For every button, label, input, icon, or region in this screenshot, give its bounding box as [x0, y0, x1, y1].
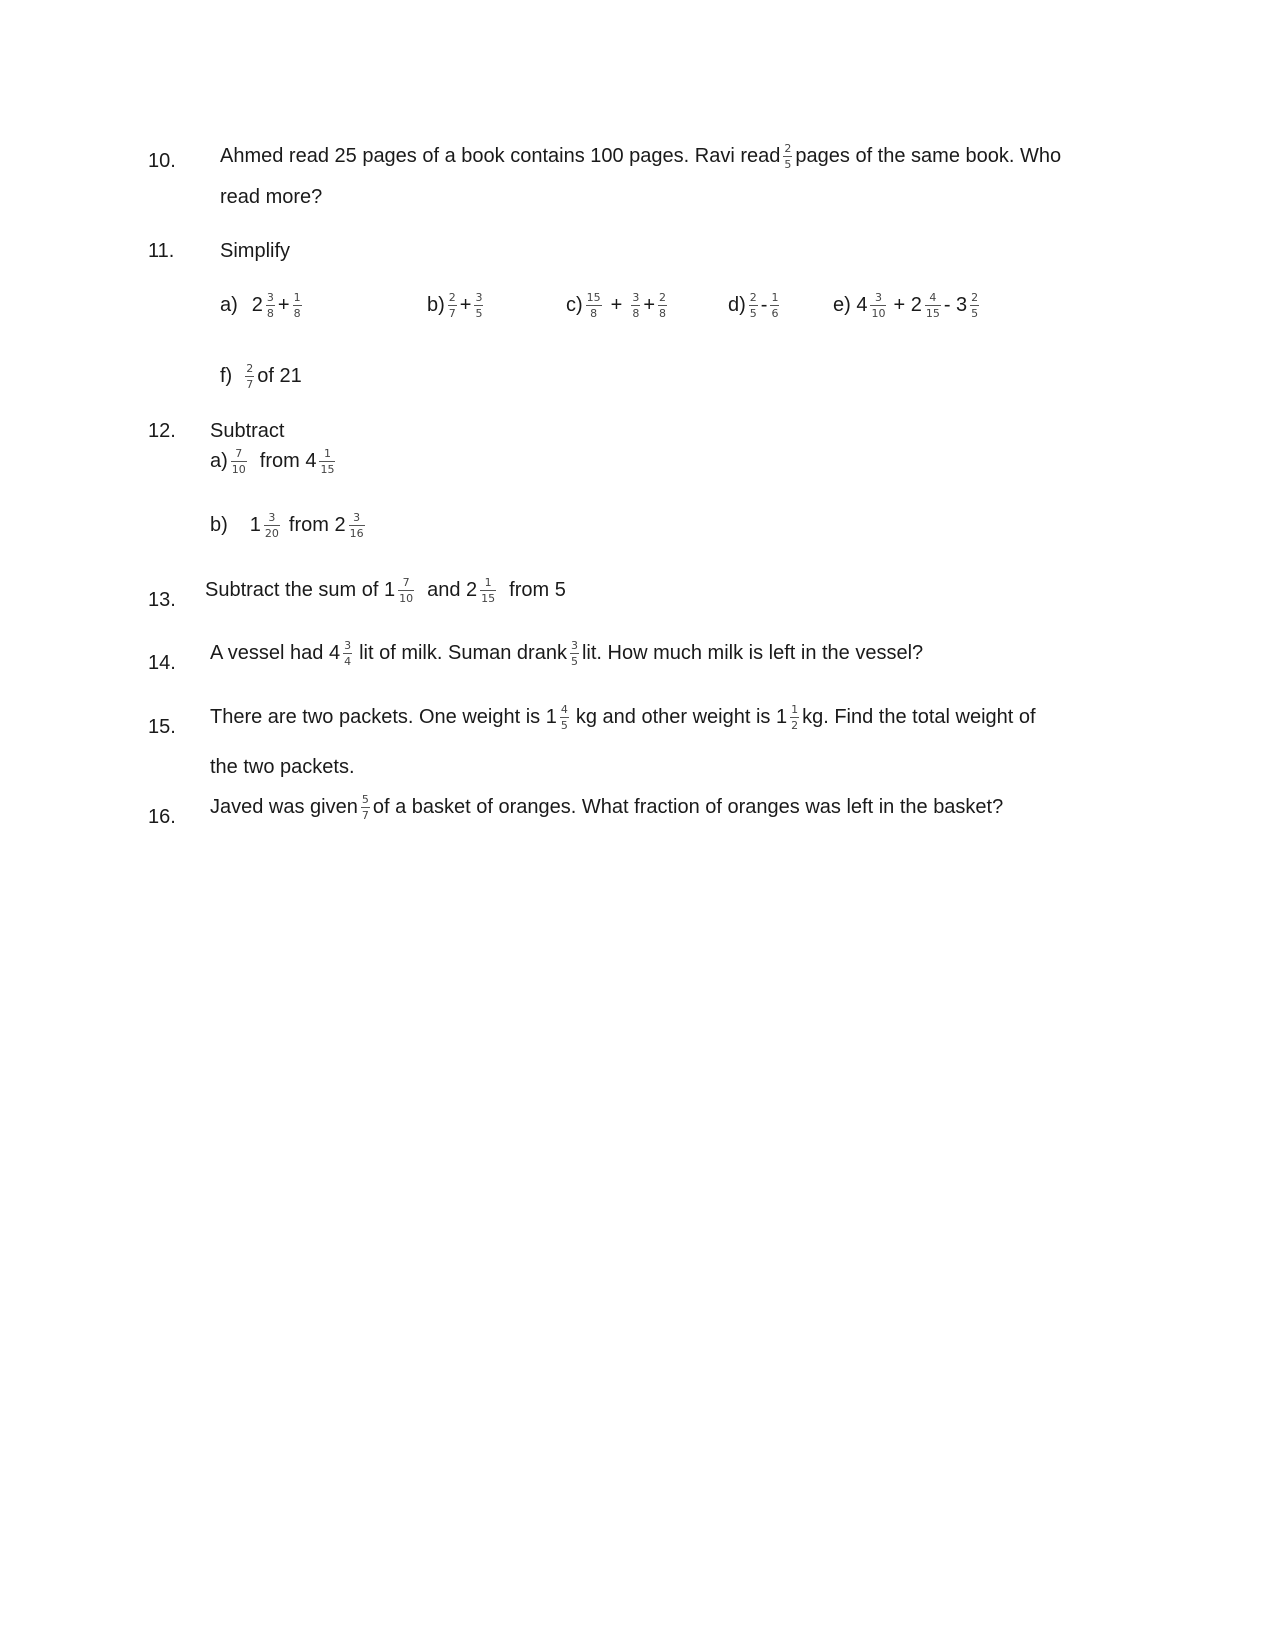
fraction	[770, 292, 779, 319]
fraction	[264, 512, 280, 539]
fraction	[586, 292, 602, 319]
part-e: e) 4 $\frac{3}{10}$ + 2 $\frac{4}{15}$ - 3 $\frac{2}{5}$	[833, 291, 979, 320]
question-number: 14.	[148, 652, 176, 674]
fraction	[361, 794, 370, 821]
fraction	[870, 292, 886, 319]
fraction	[448, 292, 457, 319]
fraction	[790, 704, 799, 731]
denominator: 10	[871, 307, 886, 320]
denominator: 8	[266, 307, 274, 320]
part-a: a) 2 $\frac{3}{8}$ + $\frac{1}{8}$	[220, 291, 301, 320]
denominator: 5	[971, 307, 979, 320]
fraction-bar	[586, 305, 602, 306]
denominator: 10	[231, 463, 246, 476]
denominator: 7	[361, 809, 369, 822]
fraction-bar	[570, 653, 579, 654]
part-f: f) $\frac{2}{7}$ of 21	[220, 362, 302, 391]
numerator: 1	[323, 447, 331, 460]
numerator: 2	[659, 291, 667, 304]
denominator: 15	[320, 463, 335, 476]
fraction	[783, 143, 792, 170]
numerator: 2	[448, 291, 456, 304]
numerator: 3	[266, 291, 274, 304]
question-number: 12.	[148, 420, 176, 442]
numerator: 4	[929, 291, 937, 304]
fraction	[560, 704, 569, 731]
question-text-line-2: read more?	[220, 186, 323, 208]
denominator: 15	[925, 307, 940, 320]
numerator: 2	[971, 291, 979, 304]
numerator: 2	[246, 362, 254, 375]
fraction-bar	[790, 717, 799, 718]
part-a: a) $\frac{7}{10}$ from 4 $\frac{1}{15}$	[210, 447, 335, 476]
denominator: 5	[784, 158, 792, 171]
fraction-bar	[870, 305, 886, 306]
question-title: Subtract	[210, 420, 285, 442]
fraction	[266, 292, 275, 319]
fraction-bar	[749, 305, 758, 306]
numerator: 7	[402, 576, 410, 589]
denominator: 15	[481, 592, 496, 605]
question-number: 16.	[148, 806, 176, 828]
numerator: 1	[484, 576, 492, 589]
fraction	[245, 363, 254, 390]
fraction-bar	[361, 807, 370, 808]
fraction	[231, 448, 247, 475]
fraction-bar	[266, 305, 275, 306]
part-b: b) $\frac{2}{7}$ + $\frac{3}{5}$	[427, 291, 483, 320]
denominator: 8	[590, 307, 598, 320]
fraction-bar	[319, 461, 335, 462]
question-text-line-1: There are two packets. One weight is 1 $\frac{4}{5}$ kg and other weight is 1 $\frac{1}{2}$ kg. Find the total weight of	[210, 703, 1036, 732]
part-b: b) 1 $\frac{3}{20}$ from 2 $\frac{3}{16}$	[210, 511, 364, 540]
fraction-bar	[631, 305, 640, 306]
fraction	[925, 292, 941, 319]
fraction-bar	[480, 590, 496, 591]
question-text: Javed was given $\frac{5}{7}$ of a basket of oranges. What fraction of oranges was left in the basket?	[210, 793, 1004, 822]
denominator: 7	[448, 307, 456, 320]
fraction-bar	[349, 525, 365, 526]
fraction-bar	[245, 376, 254, 377]
fraction	[398, 577, 414, 604]
denominator: 5	[475, 307, 483, 320]
fraction	[319, 448, 335, 475]
denominator: 5	[570, 655, 578, 668]
fraction	[631, 292, 640, 319]
numerator: 1	[791, 703, 799, 716]
fraction	[349, 512, 365, 539]
fraction	[480, 577, 496, 604]
fraction-bar	[448, 305, 457, 306]
numerator: 3	[353, 511, 361, 524]
fraction-bar	[925, 305, 941, 306]
fraction-bar	[970, 305, 979, 306]
numerator: 1	[771, 291, 779, 304]
denominator: 5	[560, 719, 568, 732]
numerator: 3	[874, 291, 882, 304]
fraction-bar	[398, 590, 414, 591]
fraction	[749, 292, 758, 319]
numerator: 5	[361, 793, 369, 806]
denominator: 16	[349, 527, 364, 540]
fraction-bar	[474, 305, 483, 306]
question-number: 10.	[148, 150, 176, 172]
fraction-bar	[293, 305, 302, 306]
denominator: 5	[749, 307, 757, 320]
denominator: 10	[399, 592, 414, 605]
denominator: 20	[264, 527, 279, 540]
fraction-bar	[770, 305, 779, 306]
numerator: 3	[570, 639, 578, 652]
question-number: 11.	[148, 240, 175, 262]
numerator: 2	[784, 142, 792, 155]
denominator: 7	[246, 378, 254, 391]
numerator: 2	[749, 291, 757, 304]
numerator: 4	[560, 703, 568, 716]
denominator: 4	[344, 655, 352, 668]
fraction	[570, 640, 579, 667]
denominator: 8	[632, 307, 640, 320]
fraction-bar	[783, 156, 792, 157]
denominator: 8	[293, 307, 301, 320]
numerator: 3	[475, 291, 483, 304]
question-text-line-2: the two packets.	[210, 756, 355, 778]
fraction	[658, 292, 667, 319]
numerator: 15	[586, 291, 601, 304]
numerator: 3	[344, 639, 352, 652]
numerator: 3	[268, 511, 276, 524]
question-title: Simplify	[220, 240, 291, 262]
question-number: 15.	[148, 716, 176, 738]
fraction-bar	[560, 717, 569, 718]
part-c: c) $\frac{15}{8}$ + $\frac{3}{8}$ + $\frac{2}{8}$	[566, 291, 667, 320]
fraction-bar	[343, 653, 352, 654]
fraction-bar	[658, 305, 667, 306]
question-text: Subtract the sum of 1 $\frac{7}{10}$ and 2 $\frac{1}{15}$ from 5	[205, 576, 566, 605]
denominator: 6	[771, 307, 779, 320]
fraction	[293, 292, 302, 319]
fraction	[970, 292, 979, 319]
question-number: 13.	[148, 589, 176, 611]
question-text-line-1: Ahmed read 25 pages of a book contains 100 pages. Ravi read $\frac{2}{5}$ pages of the same book. Who	[220, 142, 1062, 171]
denominator: 2	[791, 719, 799, 732]
numerator: 7	[235, 447, 243, 460]
fraction-bar	[231, 461, 247, 462]
fraction	[474, 292, 483, 319]
fraction	[343, 640, 352, 667]
fraction-bar	[264, 525, 280, 526]
part-d: d) $\frac{2}{5}$ - $\frac{1}{6}$	[728, 291, 779, 320]
numerator: 1	[293, 291, 301, 304]
question-text: A vessel had 4 $\frac{3}{4}$ lit of milk. Suman drank $\frac{3}{5}$ lit. How much milk is left in the vessel?	[210, 639, 924, 668]
numerator: 3	[632, 291, 640, 304]
denominator: 8	[659, 307, 667, 320]
